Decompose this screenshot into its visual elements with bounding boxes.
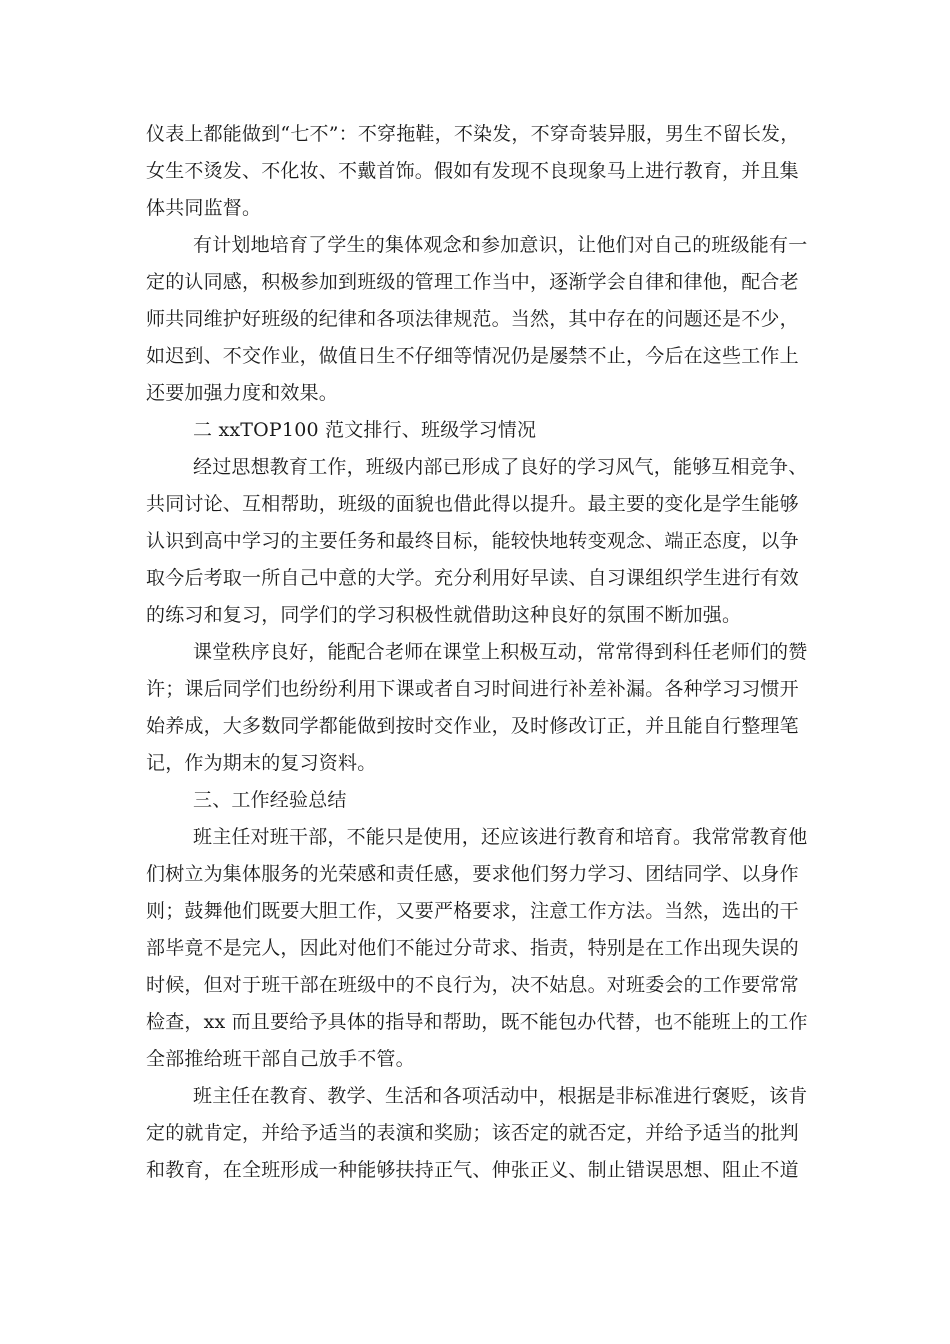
text-line: 检查，xx 而且要给予具体的指导和帮助，既不能包办代替，也不能班上的工作 — [146, 1011, 808, 1033]
text-line: 们树立为集体服务的光荣感和责任感，要求他们努力学习、团结同学、以身作 — [146, 863, 799, 885]
text-line: 定的认同感，积极参加到班级的管理工作当中，逐渐学会自律和律他，配合老 — [146, 271, 799, 293]
text-line: 师共同维护好班级的纪律和各项法律规范。当然，其中存在的问题还是不少， — [146, 308, 799, 330]
text-line: 共同讨论、互相帮助，班级的面貌也借此得以提升。最主要的变化是学生能够 — [146, 493, 799, 515]
document-body — [146, 116, 810, 1189]
text-line: 三、工作经验总结 — [193, 789, 347, 811]
text-line: 许；课后同学们也纷纷利用下课或者自习时间进行补差补漏。各种学习习惯开 — [146, 678, 799, 700]
text-line: 部毕竟不是完人，因此对他们不能过分苛求、指责，特别是在工作出现失误的 — [146, 937, 799, 959]
text-line: 定的就肯定，并给予适当的表演和奖励；该否定的就否定，并给予适当的批判 — [146, 1122, 799, 1144]
text-line: 的练习和复习，同学们的学习积极性就借助这种良好的氛围不断加强。 — [146, 604, 742, 626]
text-line: 班主任对班干部，不能只是使用，还应该进行教育和培育。我常常教育他 — [193, 826, 808, 848]
text-line: 女生不烫发、不化妆、不戴首饰。假如有发现不良现象马上进行教育，并且集 — [146, 160, 799, 182]
text-line: 全部推给班干部自己放手不管。 — [146, 1048, 415, 1070]
text-line: 二 xxTOP100 范文排行、班级学习情况 — [193, 419, 537, 441]
text-line: 有计划地培育了学生的集体观念和参加意识，让他们对自己的班级能有一 — [193, 234, 808, 256]
text-line: 还要加强力度和效果。 — [146, 382, 339, 404]
text-line: 时候，但对于班干部在班级中的不良行为，决不姑息。对班委会的工作要常常 — [146, 974, 799, 996]
text-line: 体共同监督。 — [146, 197, 262, 219]
text-line: 和教育，在全班形成一种能够扶持正气、伸张正义、制止错误思想、阻止不道 — [146, 1159, 799, 1181]
text-line: 认识到高中学习的主要任务和最终目标，能较快地转变观念、端正态度，以争 — [146, 530, 799, 552]
text-line: 经过思想教育工作，班级内部已形成了良好的学习风气，能够互相竞争、 — [193, 456, 808, 478]
text-line: 仪表上都能做到“七不”：不穿拖鞋，不染发，不穿奇装异服，男生不留长发， — [146, 123, 800, 145]
text-line: 取今后考取一所自己中意的大学。充分利用好早读、自习课组织学生进行有效 — [146, 567, 799, 589]
text-line: 课堂秩序良好，能配合老师在课堂上积极互动，常常得到科任老师们的赞 — [193, 641, 808, 663]
text-line: 班主任在教育、教学、生活和各项活动中，根据是非标准进行褒贬，该肯 — [193, 1085, 808, 1107]
text-line: 如迟到、不交作业，做值日生不仔细等情况仍是屡禁不止，今后在这些工作上 — [146, 345, 799, 367]
text-line: 记，作为期末的复习资料。 — [146, 752, 377, 774]
text-line: 始养成，大多数同学都能做到按时交作业，及时修改订正，并且能自行整理笔 — [146, 715, 799, 737]
text-line: 则；鼓舞他们既要大胆工作，又要严格要求，注意工作方法。当然，选出的干 — [146, 900, 799, 922]
